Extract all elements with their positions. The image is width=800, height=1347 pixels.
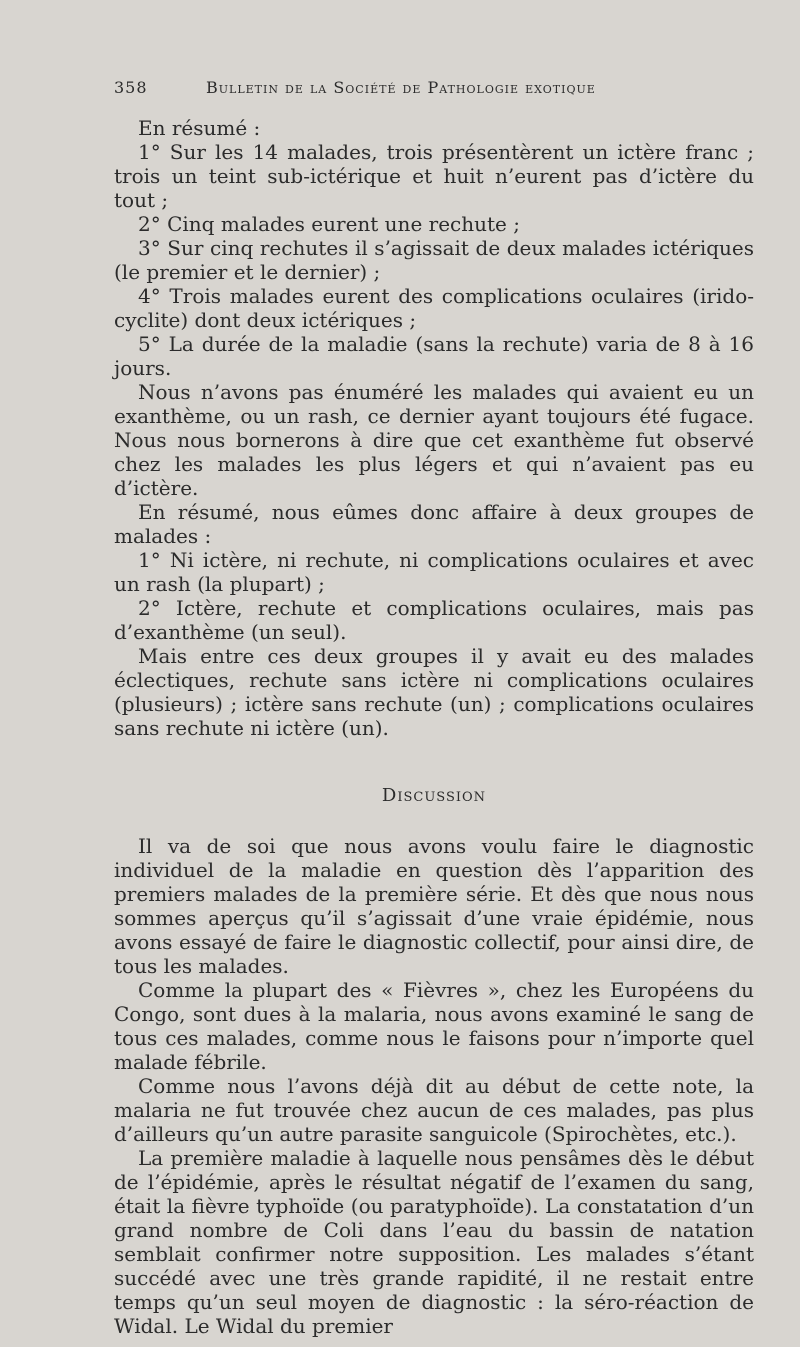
discussion-paragraph: Il va de soi que nous avons voulu faire le diagnostic individuel de la maladie en question dès l’apparition des premiers malades de la première série. Et dès que nous nous sommes aperçus qu’il s’agissait d’une vraie épidémie, nous avons essayé de faire le diagnostic collectif, pour ainsi dire, de tous les malades. — [114, 834, 754, 978]
running-title: Bulletin de la Société de Pathologie exotique — [206, 78, 596, 97]
summary-item: 3° Sur cinq rechutes il s’agissait de deux malades ictériques (le premier et le dernier) ; — [114, 236, 754, 284]
summary-paragraph: Mais entre ces deux groupes il y avait eu des malades éclectiques, rechute sans ictère ni complications oculaires (plusieurs) ; ictère sans rechute (un) ; complications oculaires sans rechute ni ictère (un). — [114, 644, 754, 740]
summary-item: 2° Cinq malades eurent une rechute ; — [138, 212, 520, 236]
document-content — [114, 116, 754, 1338]
page-number: 358 — [114, 78, 148, 97]
summary-item: 4° Trois malades eurent des complications oculaires (irido-cyclite) dont deux ictériques ; — [114, 284, 754, 332]
summary-item: 1° Sur les 14 malades, trois présentèrent un ictère franc ; trois un teint sub-ictérique et huit n’eurent pas d’ictère du tout ; — [114, 140, 754, 212]
summary-intro: En résumé : — [138, 116, 261, 140]
discussion-paragraph: Comme la plupart des « Fièvres », chez les Européens du Congo, sont dues à la malaria, nous avons examiné le sang de tous ces malades, comme nous le faisons pour n’importe quel malade fébrile. — [114, 978, 754, 1074]
summary-paragraph: Nous n’avons pas énuméré les malades qui avaient eu un exanthème, ou un rash, ce dernier ayant toujours été fugace. Nous nous bornerons à dire que cet exanthème fut observé chez les malades les plus légers et qui n’avaient pas eu d’ictère. — [114, 380, 754, 500]
summary-2-intro: En résumé, nous eûmes donc affaire à deux groupes de malades : — [114, 500, 754, 548]
section-heading: Discussion — [381, 785, 487, 806]
group-item: 2° Ictère, rechute et complications oculaires, mais pas d’exanthème (un seul). — [114, 596, 754, 644]
group-item: 1° Ni ictère, ni rechute, ni complications oculaires et avec un rash (la plupart) ; — [114, 548, 754, 596]
summary-item: 5° La durée de la maladie (sans la rechute) varia de 8 à 16 jours. — [114, 332, 754, 380]
discussion-paragraph: La première maladie à laquelle nous pensâmes dès le début de l’épidémie, après le résultat négatif de l’examen du sang, était la fièvre typhoïde (ou paratyphoïde). La constatation d’un grand nombre de Coli dans l’eau du bassin de natation semblait confirmer notre supposition. Les malades s’étant succédé avec une très grande rapidité, il ne restait entre temps qu’un seul moyen de diagnostic : la séro-réaction de Widal. Le Widal du premier — [114, 1146, 754, 1338]
discussion-paragraph: Comme nous l’avons déjà dit au début de cette note, la malaria ne fut trouvée chez aucun de ces malades, pas plus d’ailleurs qu’un autre parasite sanguicole (Spirochètes, etc.). — [114, 1074, 754, 1146]
